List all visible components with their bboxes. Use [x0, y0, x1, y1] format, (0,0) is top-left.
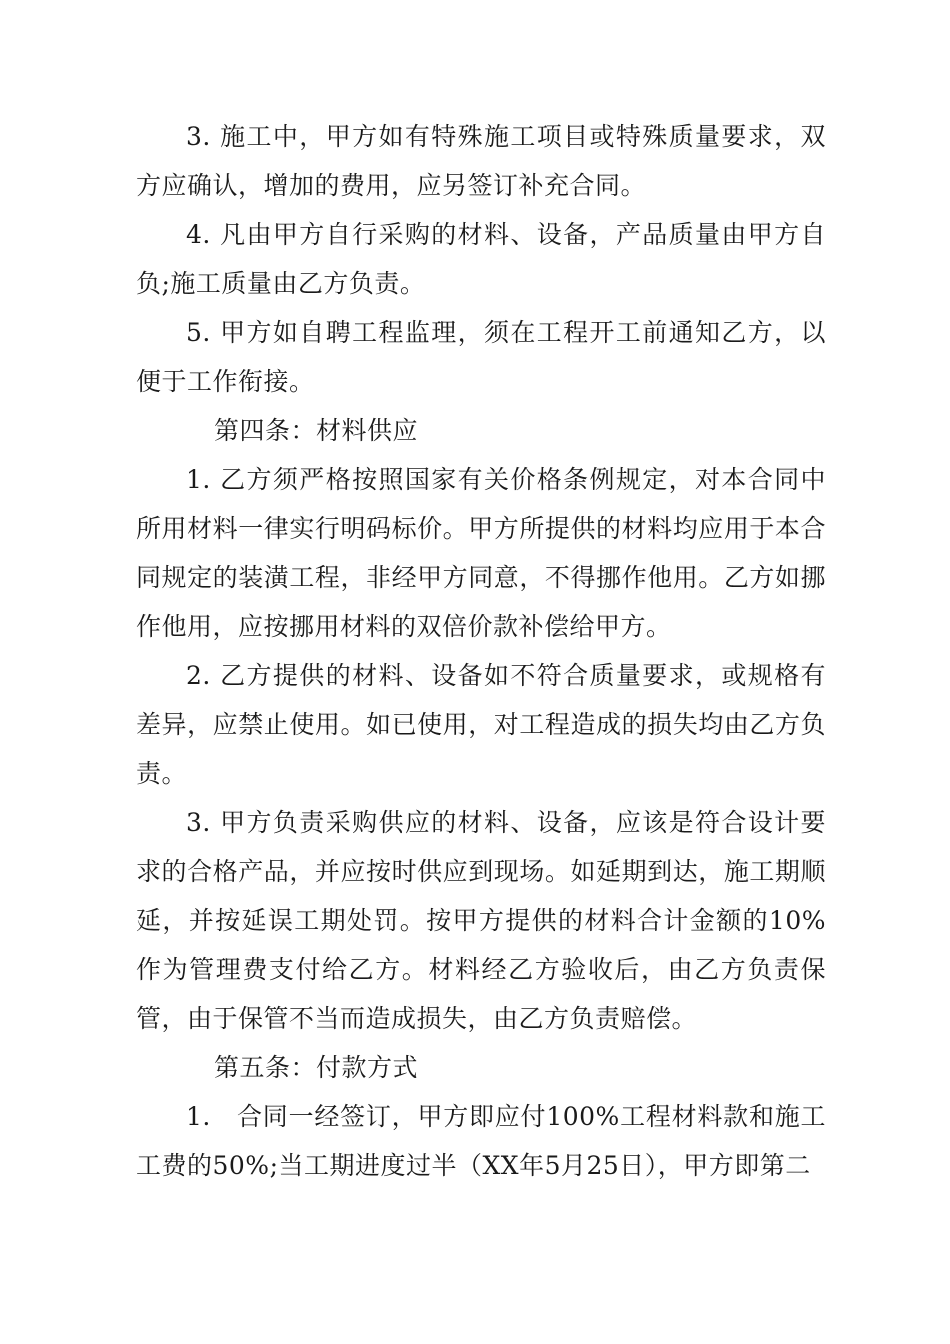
article-4-heading: 第四条：材料供应	[214, 416, 419, 445]
clause-4-material-quality: 4. 凡由甲方自行采购的材料、设备，产品质量由甲方自负;施工质量由乙方负责。	[136, 220, 826, 298]
article-4-clause-3: 3. 甲方负责采购供应的材料、设备，应该是符合设计要求的合格产品，并应按时供应到现场。如延期到达，施工期顺延，并按延误工期处罚。按甲方提供的材料合计金额的10%作为管理费支付给乙方。材料经乙方验收后，由乙方负责保管，由于保管不当而造成损失，由乙方负责赔偿。	[136, 808, 826, 1033]
clause-5-supervision: 5. 甲方如自聘工程监理，须在工程开工前通知乙方，以便于工作衔接。	[136, 318, 826, 396]
article-4-clause-2: 2. 乙方提供的材料、设备如不符合质量要求，或规格有差异，应禁止使用。如已使用，对工程造成的损失均由乙方负责。	[136, 661, 826, 788]
clause-3-special-requirements: 3. 施工中，甲方如有特殊施工项目或特殊质量要求，双方应确认，增加的费用，应另签订补充合同。	[136, 122, 826, 200]
article-5-heading: 第五条：付款方式	[214, 1053, 419, 1082]
contract-text	[136, 112, 826, 1190]
article-5-clause-1: 1. 合同一经签订，甲方即应付100%工程材料款和施工工费的50%;当工期进度过半（XX年5月25日），甲方即第二	[136, 1102, 826, 1180]
article-4-clause-1: 1. 乙方须严格按照国家有关价格条例规定，对本合同中所用材料一律实行明码标价。甲方所提供的材料均应用于本合同规定的装潢工程，非经甲方同意，不得挪作他用。乙方如挪作他用，应按挪用材料的双倍价款补偿给甲方。	[136, 465, 826, 641]
